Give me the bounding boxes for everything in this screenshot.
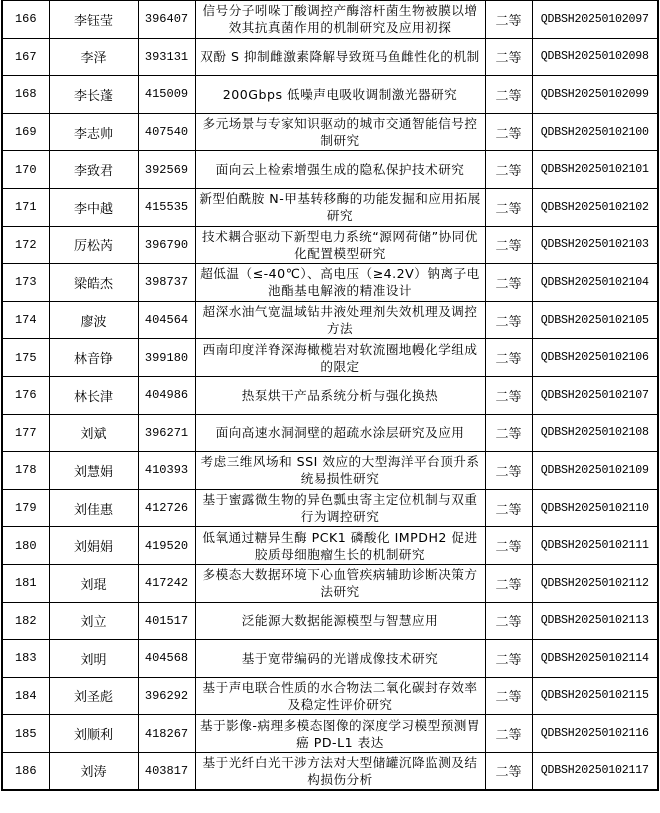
thesis-title: 基于宽带编码的光谱成像技术研究 — [195, 640, 485, 678]
winner-name: 李钰莹 — [49, 1, 138, 39]
applicant-id: 415535 — [138, 188, 195, 226]
table-row — [2, 151, 658, 189]
winner-name: 李致君 — [49, 151, 138, 189]
certificate-code: QDBSH20250102109 — [532, 452, 658, 490]
table-row — [2, 489, 658, 527]
thesis-title: 多元场景与专家知识驱动的城市交通智能信号控制研究 — [195, 113, 485, 151]
table-row — [2, 188, 658, 226]
row-number: 174 — [2, 301, 49, 339]
certificate-code: QDBSH20250102099 — [532, 76, 658, 114]
certificate-code: QDBSH20250102116 — [532, 715, 658, 753]
winner-name: 林长津 — [49, 376, 138, 414]
award-level: 二等 — [485, 38, 532, 76]
certificate-code: QDBSH20250102100 — [532, 113, 658, 151]
applicant-id: 404564 — [138, 301, 195, 339]
award-level: 二等 — [485, 76, 532, 114]
certificate-code: QDBSH20250102115 — [532, 677, 658, 715]
winner-name: 刘立 — [49, 602, 138, 640]
thesis-title: 技术耦合驱动下新型电力系统“源网荷储”协同优化配置模型研究 — [195, 226, 485, 264]
certificate-code: QDBSH20250102112 — [532, 564, 658, 602]
certificate-code: QDBSH20250102113 — [532, 602, 658, 640]
table-row — [2, 1, 658, 39]
thesis-title: 基于光纤白光干涉方法对大型储罐沉降监测及结构损伤分析 — [195, 752, 485, 790]
table-row — [2, 76, 658, 114]
winner-name: 李志帅 — [49, 113, 138, 151]
table-row — [2, 640, 658, 678]
table-row — [2, 226, 658, 264]
winner-name: 刘琨 — [49, 564, 138, 602]
thesis-title: 面向高速水洞洞壁的超疏水涂层研究及应用 — [195, 414, 485, 452]
certificate-code: QDBSH20250102097 — [532, 1, 658, 39]
thesis-title: 200Gbps 低噪声电吸收调制激光器研究 — [195, 76, 485, 114]
table-row — [2, 677, 658, 715]
applicant-id: 396292 — [138, 677, 195, 715]
applicant-id: 401517 — [138, 602, 195, 640]
certificate-code: QDBSH20250102098 — [532, 38, 658, 76]
row-number: 185 — [2, 715, 49, 753]
winner-name: 刘明 — [49, 640, 138, 678]
table-row — [2, 602, 658, 640]
certificate-code: QDBSH20250102107 — [532, 376, 658, 414]
award-level: 二等 — [485, 752, 532, 790]
table-body — [2, 1, 658, 790]
award-level: 二等 — [485, 188, 532, 226]
certificate-code: QDBSH20250102114 — [532, 640, 658, 678]
row-number: 170 — [2, 151, 49, 189]
award-level: 二等 — [485, 339, 532, 377]
thesis-title: 面向云上检索增强生成的隐私保护技术研究 — [195, 151, 485, 189]
winner-name: 李长蓬 — [49, 76, 138, 114]
certificate-code: QDBSH20250102110 — [532, 489, 658, 527]
thesis-title: 考虑三维风场和 SSI 效应的大型海洋平台顶升系统易损性研究 — [195, 452, 485, 490]
row-number: 166 — [2, 1, 49, 39]
table-row — [2, 339, 658, 377]
applicant-id: 407540 — [138, 113, 195, 151]
thesis-title: 热泵烘干产品系统分析与强化换热 — [195, 376, 485, 414]
applicant-id: 392569 — [138, 151, 195, 189]
winner-name: 刘娟娟 — [49, 527, 138, 565]
row-number: 175 — [2, 339, 49, 377]
certificate-code: QDBSH20250102101 — [532, 151, 658, 189]
table-row — [2, 376, 658, 414]
applicant-id: 404568 — [138, 640, 195, 678]
table-row — [2, 414, 658, 452]
row-number: 183 — [2, 640, 49, 678]
winner-name: 刘慧娟 — [49, 452, 138, 490]
row-number: 178 — [2, 452, 49, 490]
winner-name: 刘斌 — [49, 414, 138, 452]
thesis-title: 低氧通过糖异生酶 PCK1 磷酸化 IMPDH2 促进胶质母细胞瘤生长的机制研究 — [195, 527, 485, 565]
award-level: 二等 — [485, 301, 532, 339]
winner-name: 廖波 — [49, 301, 138, 339]
table-row — [2, 527, 658, 565]
thesis-title: 基于影像-病理多模态图像的深度学习模型预测胃癌 PD-L1 表达 — [195, 715, 485, 753]
award-level: 二等 — [485, 452, 532, 490]
winner-name: 刘顺利 — [49, 715, 138, 753]
applicant-id: 404986 — [138, 376, 195, 414]
award-level: 二等 — [485, 677, 532, 715]
thesis-title: 双酚 S 抑制雌激素降解导致斑马鱼雌性化的机制 — [195, 38, 485, 76]
thesis-title: 西南印度洋脊深海橄榄岩对软流圈地幔化学组成的限定 — [195, 339, 485, 377]
award-level: 二等 — [485, 113, 532, 151]
row-number: 171 — [2, 188, 49, 226]
table-row — [2, 752, 658, 790]
certificate-code: QDBSH20250102108 — [532, 414, 658, 452]
thesis-title: 信号分子吲哚丁酸调控产酶溶杆菌生物被膜以增效其抗真菌作用的机制研究及应用初探 — [195, 1, 485, 39]
award-list-table — [1, 0, 659, 791]
certificate-code: QDBSH20250102105 — [532, 301, 658, 339]
certificate-code: QDBSH20250102104 — [532, 264, 658, 302]
winner-name: 李中越 — [49, 188, 138, 226]
thesis-title: 基于声电联合性质的水合物法二氧化碳封存效率及稳定性评价研究 — [195, 677, 485, 715]
row-number: 180 — [2, 527, 49, 565]
thesis-title: 泛能源大数据能源模型与智慧应用 — [195, 602, 485, 640]
thesis-title: 基于蜜露微生物的异色瓢虫寄主定位机制与双重行为调控研究 — [195, 489, 485, 527]
award-level: 二等 — [485, 376, 532, 414]
award-level: 二等 — [485, 489, 532, 527]
applicant-id: 415009 — [138, 76, 195, 114]
row-number: 173 — [2, 264, 49, 302]
applicant-id: 399180 — [138, 339, 195, 377]
award-level: 二等 — [485, 602, 532, 640]
winner-name: 刘佳惠 — [49, 489, 138, 527]
award-level: 二等 — [485, 640, 532, 678]
table-row — [2, 38, 658, 76]
table-row — [2, 113, 658, 151]
applicant-id: 418267 — [138, 715, 195, 753]
row-number: 182 — [2, 602, 49, 640]
certificate-code: QDBSH20250102102 — [532, 188, 658, 226]
thesis-title: 新型伯酰胺 N-甲基转移酶的功能发掘和应用拓展研究 — [195, 188, 485, 226]
row-number: 172 — [2, 226, 49, 264]
winner-name: 李泽 — [49, 38, 138, 76]
award-level: 二等 — [485, 564, 532, 602]
award-level: 二等 — [485, 264, 532, 302]
thesis-title: 多模态大数据环境下心血管疾病辅助诊断决策方法研究 — [195, 564, 485, 602]
thesis-title: 超低温（≤-40℃）、高电压（≥4.2V）钠离子电池酯基电解液的精准设计 — [195, 264, 485, 302]
award-level: 二等 — [485, 1, 532, 39]
applicant-id: 396790 — [138, 226, 195, 264]
applicant-id: 403817 — [138, 752, 195, 790]
applicant-id: 412726 — [138, 489, 195, 527]
table-row — [2, 452, 658, 490]
winner-name: 刘圣彪 — [49, 677, 138, 715]
row-number: 181 — [2, 564, 49, 602]
table-row — [2, 264, 658, 302]
table-row — [2, 301, 658, 339]
applicant-id: 396407 — [138, 1, 195, 39]
thesis-title: 超深水油气宽温域钻井液处理剂失效机理及调控方法 — [195, 301, 485, 339]
certificate-code: QDBSH20250102106 — [532, 339, 658, 377]
award-level: 二等 — [485, 226, 532, 264]
row-number: 179 — [2, 489, 49, 527]
table-row — [2, 564, 658, 602]
winner-name: 刘涛 — [49, 752, 138, 790]
winner-name: 林音铮 — [49, 339, 138, 377]
applicant-id: 410393 — [138, 452, 195, 490]
row-number: 186 — [2, 752, 49, 790]
certificate-code: QDBSH20250102111 — [532, 527, 658, 565]
applicant-id: 396271 — [138, 414, 195, 452]
row-number: 184 — [2, 677, 49, 715]
award-level: 二等 — [485, 527, 532, 565]
certificate-code: QDBSH20250102103 — [532, 226, 658, 264]
award-level: 二等 — [485, 151, 532, 189]
row-number: 176 — [2, 376, 49, 414]
applicant-id: 417242 — [138, 564, 195, 602]
row-number: 167 — [2, 38, 49, 76]
award-level: 二等 — [485, 414, 532, 452]
table-row — [2, 715, 658, 753]
applicant-id: 393131 — [138, 38, 195, 76]
row-number: 168 — [2, 76, 49, 114]
row-number: 169 — [2, 113, 49, 151]
row-number: 177 — [2, 414, 49, 452]
applicant-id: 398737 — [138, 264, 195, 302]
applicant-id: 419520 — [138, 527, 195, 565]
award-level: 二等 — [485, 715, 532, 753]
winner-name: 梁皓杰 — [49, 264, 138, 302]
winner-name: 厉松芮 — [49, 226, 138, 264]
certificate-code: QDBSH20250102117 — [532, 752, 658, 790]
